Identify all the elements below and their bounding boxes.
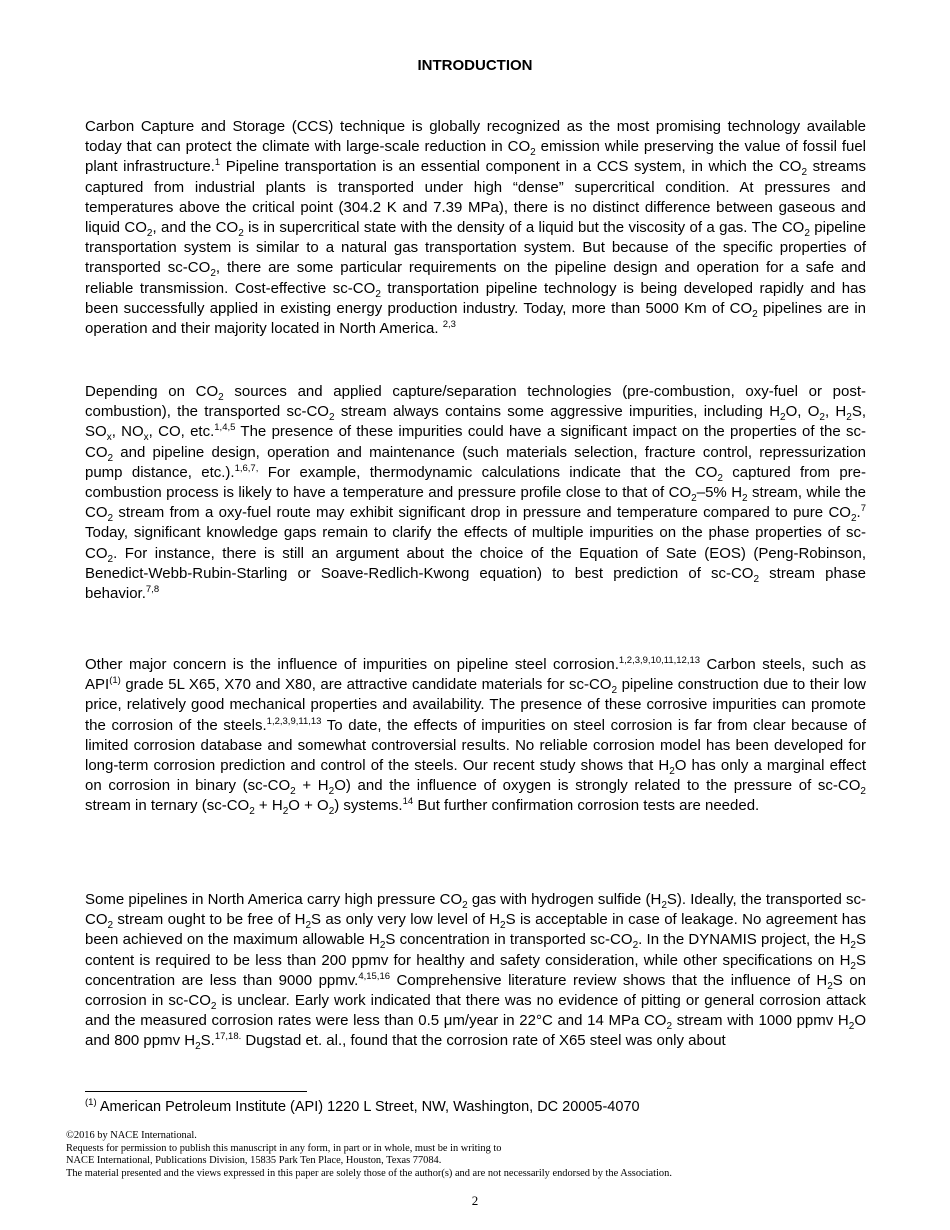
subscript: 2 [691,493,697,505]
citation-superscript: 14 [402,796,414,808]
subscript: 2 [753,573,760,585]
subscript: 2 [218,392,224,403]
subscript: 2 [801,167,808,179]
copyright-line: ©2016 by NACE International. [66,1130,197,1141]
subscript: 2 [632,940,639,952]
subscript: 2 [238,228,244,240]
citation-superscript: 1,2,3,9,10,11,12,13 [618,655,701,666]
paragraph-2: Depending on $CO_2$ sources and applied capture/separation technologies (pre-combustion, oxy-fuel or post-combustion), the transported $sc-CO_2$ stream always contains some aggressive impurities, including $H_2O$, $O_2$, $H_2S$, $SO_x$, $NO_x$, CO, etc.$^{1,4,5}$ The presence of these impurities could have a significant impact on the properties of the $sc-CO_2$ and pipeline design, operation and maintenance (such materials selection, fracture control, repressurization pump distance, etc.).$^{1,6,7,}$ For example, thermodynamic calculations indicate that the $CO_2$ captured from pre-combustion process is likely to have a temperature and pressure profile close to that of $CO_2-5\%$ $H_2$ stream, while the $CO_2$ stream from a oxy-fuel route may exhibit significant drop in pressure and temperature compared to pure $CO_2.^7$ Today, significant knowledge gaps remain to clarify the effects of multiple impurities on the phase properties of $sc-CO_2$. For instance, there is still an argument about the choice of the Equation of Sate (EOS) (Peng-Robinson, Benedict-Webb-Rubin-Starling or Soave-Redlich-Kwong equation) to best prediction of $sc-CO_2$ stream phase behavior.$^{7,8}$ [85,383,867,603]
citation-superscript: 7 [860,503,866,515]
citation-superscript: 7,8 [145,584,160,596]
footnote [85,1099,640,1115]
subscript: 2 [210,268,216,280]
paragraph-4: Some pipelines in North America carry high pressure $CO_2$ gas with hydrogen sulfide $(H_2S)$. Ideally, the transported $sc-CO_2$ stream ought to be free of $H_2S$ as only very low level of $H_2S$ is acceptable in case of leakage. No agreement has been achieved on the maximum allowable $H_2S$ concentration in transported $sc-CO_2$. In the DYNAMIS project, the $H_2S$ content is required to be less than 200 ppmv for healthy and safety consideration, while other specifications on $H_2S$ concentration are less than 9000 ppmv.$^{4,15,16}$ Comprehensive literature review shows that the influence of $H_2S$ on corrosion in $sc-CO_2$ is unclear. Early work indicated that there was no evidence of pitting or general corrosion attack and the measured corrosion rates were less than 0.5 μm/year in 22°C and 14 MPa $CO_2$ stream with 1000 ppmv $H_2O$ and 800 ppmv $H_2S.^{17,18.}$ Dugstad et. al., found that the corrosion rate of X65 steel was only about [85,891,866,1053]
citation-superscript: (1) [109,675,121,687]
subscript: 2 [850,513,857,525]
subscript: 2 [780,412,786,424]
subscript: 2 [500,920,506,932]
citation-superscript: 1,2,3,9,11,13 [266,715,322,727]
subscript: 2 [249,806,255,818]
subscript: 2 [328,806,335,818]
copyright-line: Requests for permission to publish this manuscript in any form, in part or in whole, must be in writing to [66,1142,502,1154]
subscript: 2 [717,472,723,484]
subscript: 2 [848,1021,855,1033]
subscript: 2 [850,960,856,972]
subscript: 2 [462,900,468,911]
paragraph-3: Other major concern is the influence of impurities on pipeline steel corrosion.$^{1,2,3,9,10,11,12,13}$ Carbon steels, such as API$^{(1)}$ grade 5L X65, X70 and X80, are attractive candidate materials for $sc-CO_2$ pipeline construction due to their low price, relatively good mechanical properties and availability. The presence of these corrosive impurities can promote the corrosion of the steels.$^{1,2,3,9,11,13}$ To date, the effects of impurities on steel corrosion is far from clear because of limited corrosion database and somewhat controversial results. No reliable corrosion model has been developed for long-term corrosion prediction and control of the steels. Our recent study shows that $H_2O$ has only a marginal effect on corrosion in binary $(sc-CO_2 + H_2O)$ and the influence of oxygen is strongly related to the pressure of $sc-CO_2$ stream in ternary $(sc-CO_2 + H_2O + O_2)$ systems.$^{14}$ But further confirmation corrosion tests are needed. [85,655,867,818]
subscript: 2 [530,147,536,159]
subscript: 2 [328,412,335,424]
copyright-line: NACE International, Publications Division, 15835 Park Ten Place, Houston, Texas 77084. [66,1155,442,1167]
subscript: x [143,432,149,444]
subscript: 2 [850,940,856,952]
subscript: 2 [379,940,386,952]
citation-superscript: 17,18. [214,1031,242,1043]
paragraph-1: Carbon Capture and Storage (CCS) technique is globally recognized as the most promising technology available today that can protect the climate with large-scale reduction in $CO_2$ emission while preserving the value of fossil fuel plant infrastructure.$^1$ Pipeline transportation is an essential component in a CCS system, in which the $CO_2$ streams captured from industrial plants is transported under high “dense” supercritical condition. At pressures and temperatures above the critical point (304.2 K and 7.39 MPa), there is no distinct difference between gaseous and liquid $CO_2$, and the $CO_2$ is in supercritical state with the density of a liquid but the viscosity of a gas. The $CO_2$ pipeline transportation system is similar to a natural gas transportation system. But because of the specific properties of transported $sc-CO_2$, there are some particular requirements on the pipeline design and operation for a safe and reliable transmission. Cost-effective $sc-CO_2$ transportation pipeline technology is being developed rapidly and has been successfully applied in existing energy production industry. Today, more than 5000 Km of $CO_2$ pipelines are in operation and their majority located in North America. $^{2,3}$ [85,118,867,338]
footnote-text: American Petroleum Institute (API) 1220 L Street, NW, Washington, DC 20005-4070 [96,1099,640,1115]
footnote-divider [85,1091,307,1092]
subscript: 2 [666,1021,673,1033]
subscript: 2 [282,806,289,818]
subscript: 2 [107,920,114,932]
subscript: 2 [752,308,758,320]
citation-superscript: 1,6,7, [234,462,259,474]
subscript: 2 [107,553,114,565]
subscript: x [106,432,112,444]
subscript: 2 [305,920,312,932]
subscript: 2 [195,1041,201,1053]
citation-superscript: 1 [214,157,221,169]
subscript: 2 [107,513,114,525]
subscript: 2 [804,228,810,240]
subscript: 2 [107,452,114,464]
subscript: 2 [669,766,675,778]
page-number: 2 [471,1193,479,1208]
citation-superscript: 2,3 [442,319,456,331]
copyright-line: The material presented and the views expressed in this paper are solely those of the author(s) and are not necessarily endorsed by the Association. [66,1167,672,1179]
subscript: 2 [146,228,153,240]
subscript: 2 [611,685,618,697]
citation-superscript: 4,15,16 [358,970,391,982]
subscript: 2 [860,786,866,798]
copyright-notice [66,1130,896,1180]
subscript: 2 [819,412,825,424]
citation-superscript: 1,4,5 [214,422,236,434]
subscript: 2 [375,288,381,300]
subscript: 2 [827,980,833,992]
section-heading: INTRODUCTION [417,57,533,74]
subscript: 2 [210,1001,217,1013]
subscript: 2 [328,786,335,798]
footnote-marker: (1) [85,1097,97,1109]
subscript: 2 [846,412,852,424]
subscript: 2 [742,493,748,505]
subscript: 2 [290,786,296,798]
subscript: 2 [661,900,667,911]
